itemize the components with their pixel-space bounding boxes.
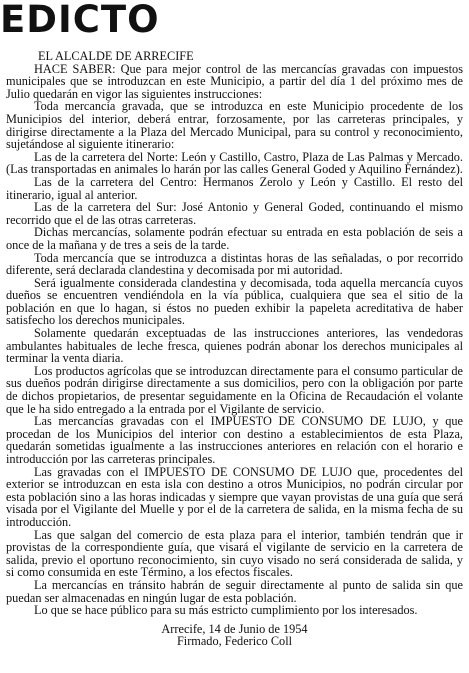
paragraph: Las de la carretera del Sur: José Antonio y General Goded, continuando el mismo recorrido que el de las otras carreteras. (6, 200, 463, 227)
paragraph: Dichas mercancías, solamente podrán efectuar su entrada en esta población de seis a once de la mañana y de tres a seis de la tarde. (6, 225, 463, 252)
paragraph: Toda mercancía gravada, que se introduzca en este Municipio procedente de los Municipios del interior, deberá entrar, forzosamente, por las carreteras principales, y dirigirse directamente a la Plaza del Mercado Municipal, para su control y reconocimiento, sujetándose al siguiente itinerario: (6, 99, 463, 152)
paragraph: Solamente quedarán exceptuadas de las instrucciones anteriores, las vendedoras ambulantes habituales de leche fresca, quienes podrán abonar los derechos municipales al terminar la venta diaria. (6, 326, 463, 366)
paragraph: Las mercancías gravadas con el IMPUESTO DE CONSUMO DE LUJO, y que procedan de los Municipios del interior con destino a establecimientos de esta Plaza, quedarán sometidas igualmente a las instrucciones anteriores en relación con el horario e introducción por las carreteras principales. (6, 414, 463, 466)
paragraph: HACE SABER: Que para mejor control de las mercancías gravadas con impuestos municipales que se introduzcan en este Municipio, a partir del día 1 del próximo mes de Julio quedarán en vigor las siguientes instrucciones: (6, 61, 463, 101)
paragraph: La mercancías en tránsito habrán de seguir directamente al punto de salida sin que puedan ser almacenadas en ningún lugar de esta población. (6, 577, 463, 605)
document-title: EDICTO (0, 0, 160, 41)
paragraph: Los productos agrícolas que se introduzcan directamente para el consumo particular de sus dueños podrán dirigirse directamente a sus domicilios, pero con la obligación por parte de dichos propietarios, de presentar seguidamente en la Oficina de Recaudación el volante que le ha sido entregado a la entrada por el Vigilante de servicio. (6, 363, 463, 416)
paragraph: Las gravadas con el IMPUESTO DE CONSUMO DE LUJO que, procedentes del exterior se introduzcan en esta isla con destino a otros Municipios, no podrán circular por esta población sino a las horas indicadas y siempre que vayan provistas de una guía que será visada por el Vigilante del Muelle y por el de la carretera de salida, en la misma fecha de su introducción. (6, 464, 463, 529)
paragraph: Las que salgan del comercio de esta plaza para el interior, también tendrán que ir provistas de la correspondiente guía, que visará el vigilante de servicio en la carretera de salida, previo el oportuno reconocimiento, sin cuyo visado no será considerada de salida, y si como consumida en este Término, a los efectos fiscales. (6, 527, 463, 580)
paragraph: Toda mercancía que se introduzca a distintas horas de las señaladas, o por recorrido diferente, será declarada clandestina y decomisada por mi autoridad. (6, 250, 463, 278)
place-date: Arrecife, 14 de Junio de 1954 (161, 621, 308, 636)
paragraph: Será igualmente considerada clandestina y decomisada, toda aquella mercancía cuyos dueños se encuentren vendiéndola en la vía pública, cualquiera que sea el sitio de la población en que lo hagan, si éstos no pueden exhibir la papeleta acreditativa de haber satisfecho los derechos municipales. (6, 275, 463, 328)
document-body (6, 50, 463, 648)
paragraph: Las de la carretera del Norte: León y Castillo, Castro, Plaza de Las Palmas y Mercado. (Las transportadas en animales lo harán por las calles General Goded y Aquilino Fernández). (6, 149, 463, 177)
paragraph: Lo que se hace público para su más estricto cumplimiento por los interesados. (34, 603, 418, 618)
heading: EL ALCALDE DE ARRECIFE (38, 49, 194, 63)
paragraph: Las de la carretera del Centro: Hermanos Zerolo y León y Castillo. El resto del itinerario, igual al anterior. (6, 174, 463, 202)
signature: Firmado, Federico Coll (176, 634, 293, 649)
